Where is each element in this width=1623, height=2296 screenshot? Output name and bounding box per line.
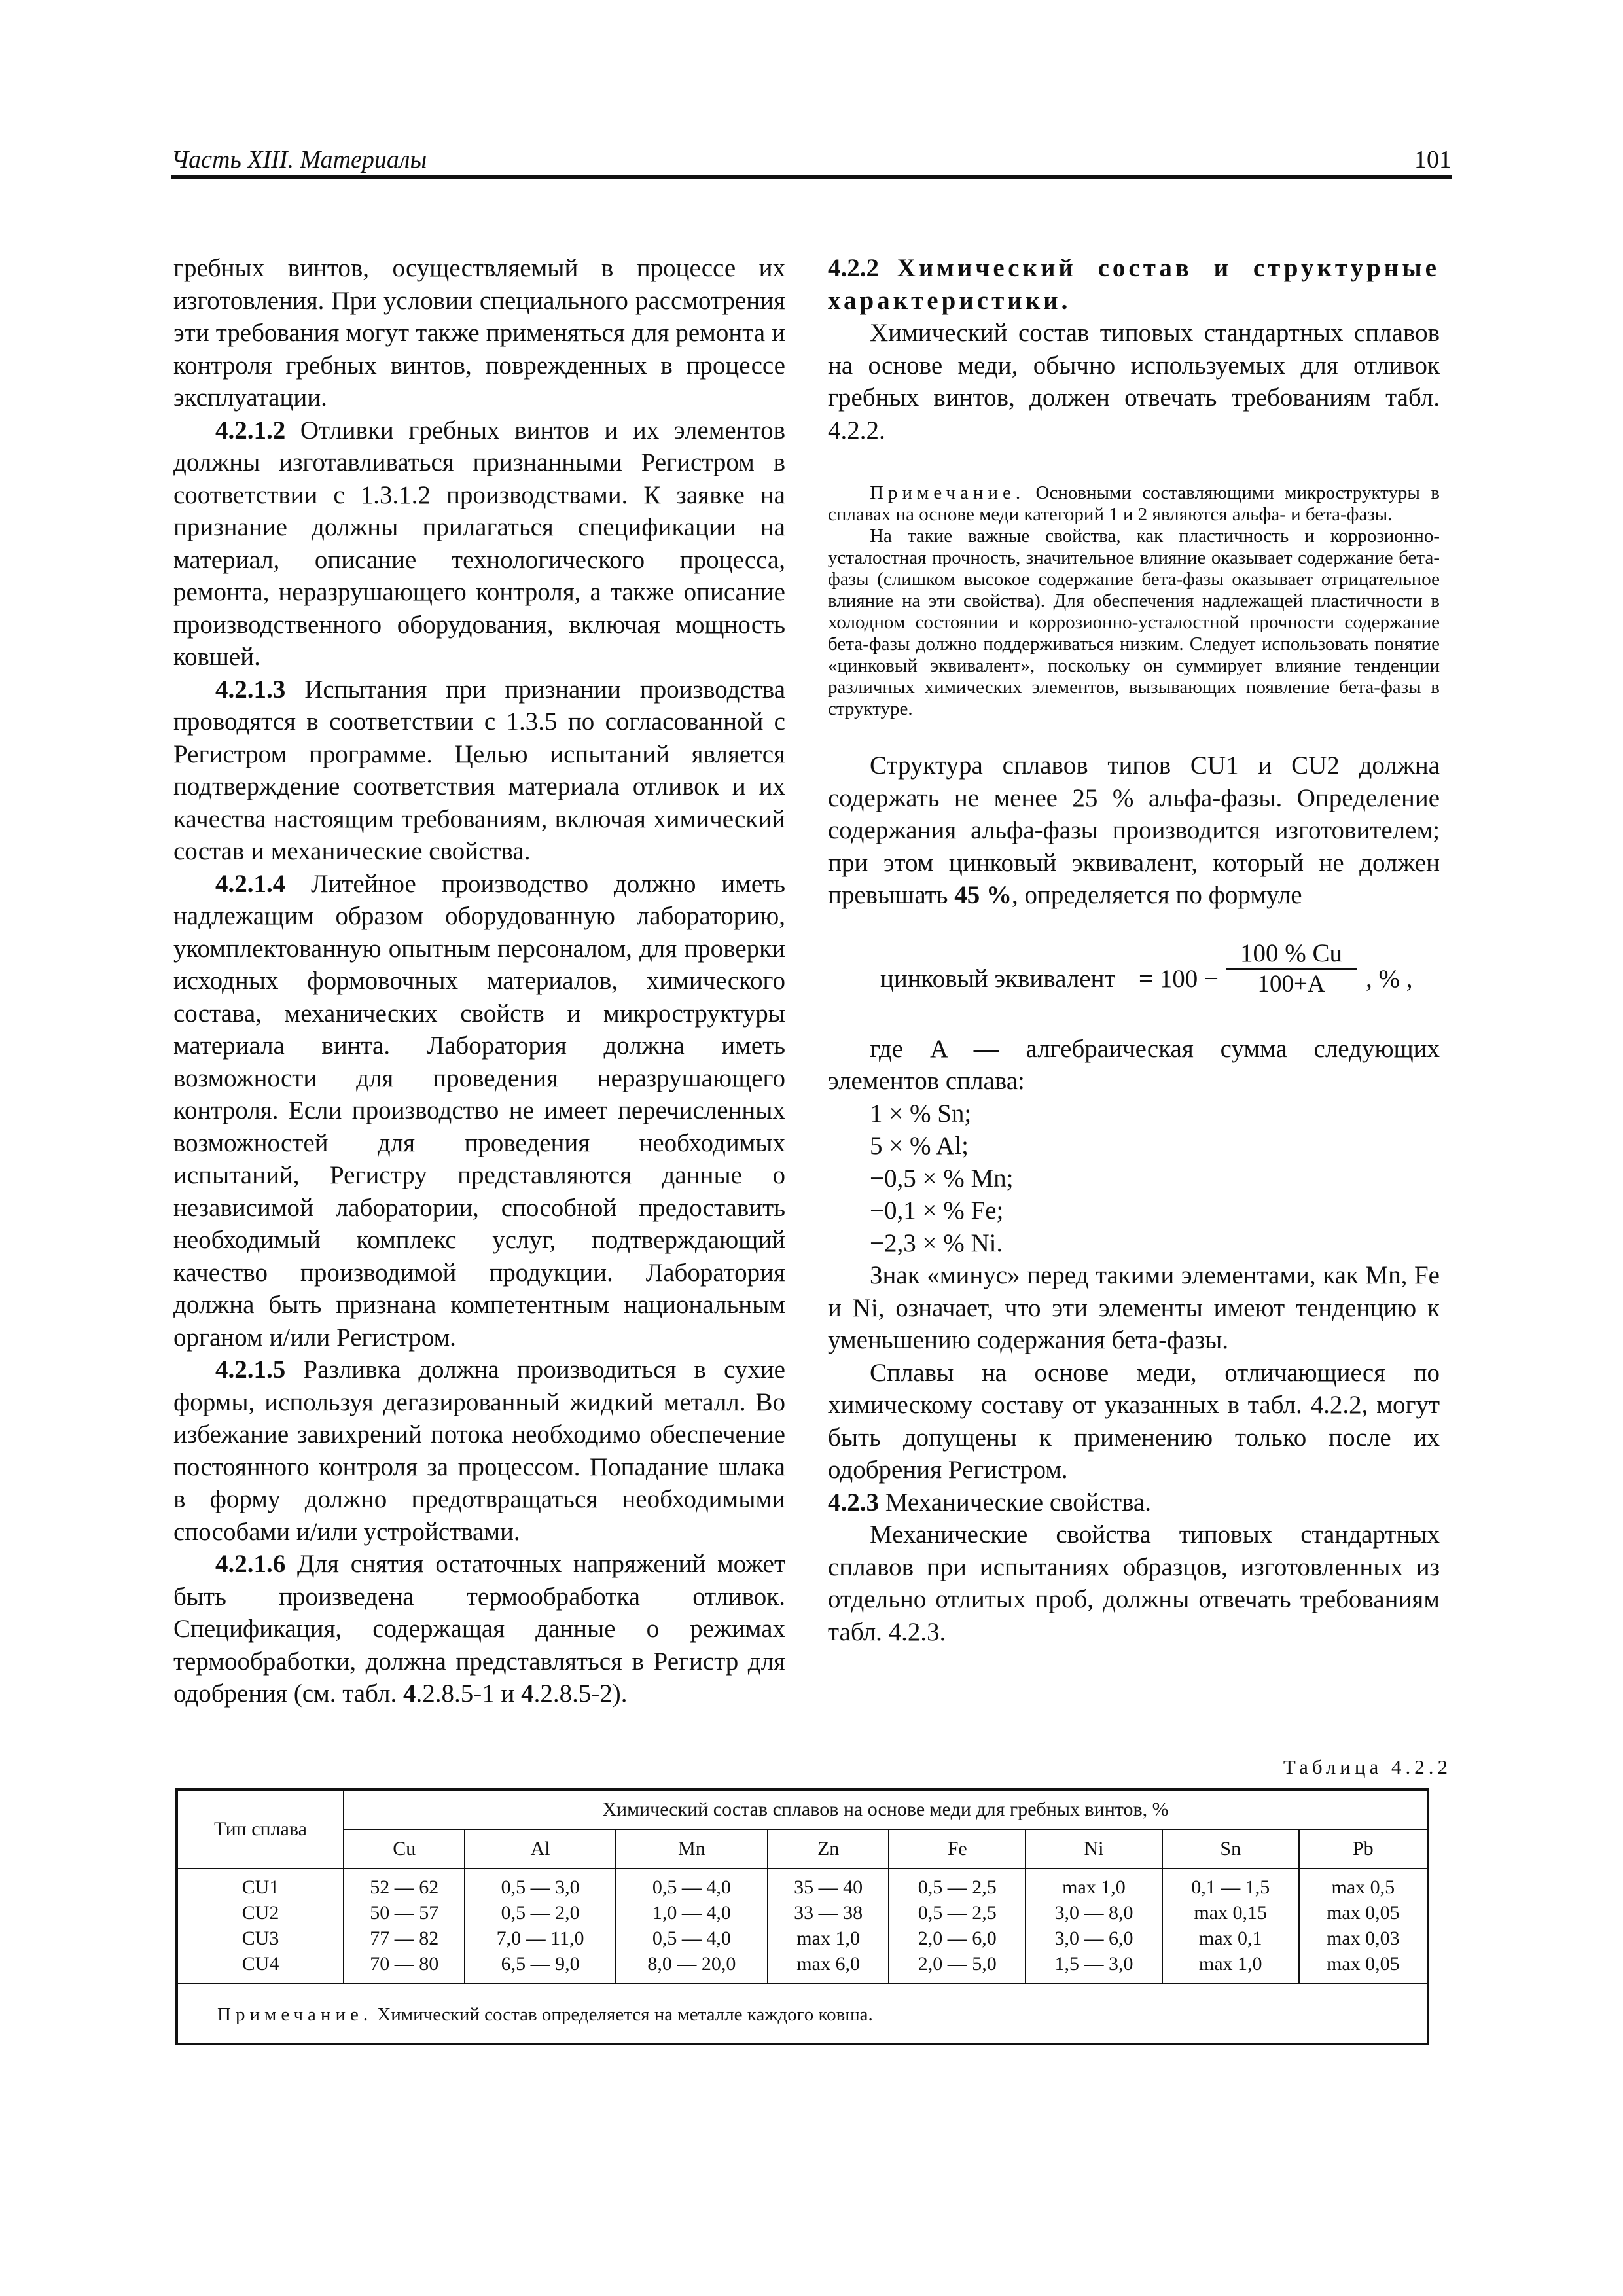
section-number: 4.2.3 — [828, 1488, 879, 1516]
table-cell: 7,0 — 11,0 — [496, 1928, 584, 1949]
table-note-text: Химический состав определяется на металле каждого ковша. — [377, 2004, 873, 2025]
alloy-name: CU2 — [241, 1902, 279, 1924]
paragraph-where-a: где A — алгебраическая сумма следующих элементов сплава: — [828, 1034, 1440, 1095]
formula-numerator: 100 % Cu — [1226, 939, 1357, 970]
formula-label: цинковый эквивалент — [880, 964, 1116, 993]
table-cell: max 0,5 — [1331, 1876, 1395, 1898]
fe-values-cell — [889, 1869, 1026, 1984]
col-header-element: Pb — [1299, 1829, 1428, 1869]
table-cell: max 1,0 — [1198, 1953, 1262, 1975]
paragraph-alpha-phase — [828, 749, 1440, 912]
section-number: 4.2.2 — [828, 254, 879, 282]
paragraph-mechanical: Механические свойства типовых стандартных сплавов при испытаниях образцов, изготовленных из отдельно отлитых проб, должны отвечать требованиям табл. 4.2.3. — [828, 1520, 1440, 1646]
section-heading-4-2-2 — [828, 252, 1440, 317]
term-sn: 1 × % Sn; — [870, 1099, 972, 1128]
al-values-cell — [465, 1869, 615, 1984]
table-note-row — [177, 1984, 1428, 2044]
paragraph-continued: гребных винтов, осуществляемый в процессе их изготовления. При условии специального рассмотрения эти требования могут также применяться для ремонта и контроля гребных винтов, поврежденных в процессе эксплуатации. — [173, 254, 785, 412]
clause-number: 4.2.1.3 — [215, 675, 286, 704]
alloy-name: CU4 — [241, 1953, 279, 1975]
header-rule — [171, 175, 1452, 179]
table-cell: 0,5 — 4,0 — [652, 1928, 731, 1949]
term-ni: −2,3 × % Ni. — [870, 1229, 1003, 1257]
paragraph-4-2-1-6 — [173, 1548, 785, 1710]
paragraph-chem-composition: Химический состав типовых стандартных сплавов на основе меди, обычно используемых для отливок гребных винтов, должен отвечать требованиям табл. 4.2.2. — [828, 319, 1440, 444]
alloy-name: CU1 — [241, 1876, 279, 1898]
right-column — [828, 252, 1440, 1648]
alloy-names-cell — [177, 1869, 344, 1984]
term-al: 5 × % Al; — [870, 1132, 969, 1160]
section-title: Химический состав и структурные характеристики. — [828, 254, 1440, 315]
alloy-name: CU3 — [241, 1928, 279, 1949]
formula-fraction — [1226, 939, 1357, 999]
table-note — [177, 1984, 1428, 2044]
table-cell: 35 — 40 — [794, 1876, 863, 1898]
mn-values-cell — [616, 1869, 768, 1984]
table-cell: 50 — 57 — [370, 1902, 439, 1924]
term-mn: −0,5 × % Mn; — [870, 1164, 1014, 1193]
alloy-composition-table — [175, 1788, 1429, 2045]
table-cell: max 0,05 — [1326, 1902, 1400, 1924]
table-cell: max 0,15 — [1194, 1902, 1268, 1924]
col-header-group: Химический состав сплавов на основе меди для гребных винтов, % — [344, 1789, 1428, 1829]
paragraph-text: Разливка должна производиться в сухие формы, используя дегазированный жидкий металл. Во избежание завихрений потока необходимо обеспечение постоянного контроля за процессом. Попадание шлака в форму должно предотвращаться необходимыми способами и/или устройствами. — [173, 1355, 785, 1546]
clause-number: 4.2.1.5 — [215, 1355, 286, 1384]
table-cell: 6,5 — 9,0 — [501, 1953, 580, 1975]
table-cell: 70 — 80 — [370, 1953, 439, 1975]
paragraph-text: Литейное производство должно иметь надлежащим образом оборудованную лабораторию, укомплектованную опытным персоналом, для проверки исходных формовочных материалов, химического состава, механических свойств и микроструктуры материала винта. Лаборатория должна иметь возможности для проведения неразрушающего контроля. Если производство не имеет перечисленных возможностей для проведения необходимых испытаний, Регистру представляются данные о независимой лаборатории, способной предоставить необходимый комплекс услуг, подтверждающий качество производимой продукции. Лаборатория должна быть признана компетентным национальным органом и/или Регистром. — [173, 869, 785, 1352]
note-label: Примечание. — [870, 482, 1026, 503]
note-paragraph: На такие важные свойства, как пластичность и коррозионно-усталостная прочность, значительное влияние оказывает содержание бета-фазы (слишком высокое содержание бета-фазы оказывает отрицательное влияние на эти свойства). Для обеспечения надлежащей пластичности в холодном состоянии и коррозионно-усталостной прочности содержание бета-фазы должно поддерживаться низким. Следует использовать понятие «цинковый эквивалент», поскольку он суммирует влияние тенденции различных химических элементов, вызывающих появление бета-фазы в структуре. — [828, 526, 1440, 719]
table-cell: 2,0 — 5,0 — [918, 1953, 997, 1975]
paragraph-text: Для снятия остаточных напряжений может быть произведена термообработка отливок. Спецификация, содержащая данные о режимах термообработки, должна представляться в Регистр для одобрения (см. табл. — [173, 1550, 785, 1708]
table-cell: 2,0 — 6,0 — [918, 1928, 997, 1949]
page-number: 101 — [1414, 146, 1452, 173]
table-cell: 77 — 82 — [370, 1928, 439, 1949]
term-fe: −0,1 × % Fe; — [870, 1196, 1004, 1225]
clause-number: 4.2.1.6 — [215, 1550, 286, 1578]
table-cell: max 0,03 — [1326, 1928, 1400, 1949]
ni-values-cell — [1026, 1869, 1162, 1984]
table-cell: max 6,0 — [796, 1953, 860, 1975]
table-cell: 33 — 38 — [794, 1902, 863, 1924]
table-cell: 3,0 — 6,0 — [1054, 1928, 1133, 1949]
col-header-element: Cu — [344, 1829, 465, 1869]
table-cell: max 1,0 — [1062, 1876, 1126, 1898]
limit-value: 45 % — [954, 881, 1012, 909]
element-terms-list — [828, 1098, 1440, 1260]
left-column — [173, 252, 785, 1710]
table-cell: 1,5 — 3,0 — [1054, 1953, 1133, 1975]
table-cell: 3,0 — 8,0 — [1054, 1902, 1133, 1924]
table-cell: 0,5 — 4,0 — [652, 1876, 731, 1898]
paragraph-4-2-1-5 — [173, 1354, 785, 1548]
cu-values-cell — [344, 1869, 465, 1984]
col-header-element: Sn — [1162, 1829, 1299, 1869]
table-ref: 4 — [402, 1679, 416, 1708]
table-cell: 52 — 62 — [370, 1876, 439, 1898]
paragraph-text: Структура сплавов типов CU1 и CU2 должна содержать не менее 25 % альфа-фазы. Определение содержания альфа-фазы производится изготовителем; при этом цинковый эквивалент, который не должен превышать — [828, 751, 1440, 909]
clause-number: 4.2.1.4 — [215, 869, 286, 898]
zinc-equivalent-formula — [828, 912, 1440, 1033]
section-title: Механические свойства. — [885, 1488, 1151, 1516]
table-cell: max 0,1 — [1198, 1928, 1262, 1949]
col-header-element: Mn — [616, 1829, 768, 1869]
table-caption: Таблица 4.2.2 — [1283, 1755, 1452, 1778]
table-cell: 0,5 — 3,0 — [501, 1876, 580, 1898]
table-cell: 0,5 — 2,0 — [501, 1902, 580, 1924]
table-cell: 0,5 — 2,5 — [918, 1876, 997, 1898]
table-cell: 0,1 — 1,5 — [1191, 1876, 1270, 1898]
paragraph-4-2-1-3 — [173, 673, 785, 868]
paragraph-text: , определяется по формуле — [1011, 881, 1302, 909]
pb-values-cell — [1299, 1869, 1428, 1984]
paragraph-text: .2.8.5-2). — [533, 1679, 628, 1708]
col-header-element: Ni — [1026, 1829, 1162, 1869]
note-block — [828, 482, 1440, 720]
table-cell: max 0,05 — [1326, 1953, 1400, 1975]
col-header-element: Fe — [889, 1829, 1026, 1869]
formula-equals: = 100 − — [1139, 964, 1219, 993]
table-ref: 4 — [521, 1679, 534, 1708]
table-note-label: Примечание. — [217, 2004, 373, 2025]
formula-denominator: 100+A — [1257, 970, 1325, 997]
note-paragraph — [828, 482, 1440, 526]
col-header-element: Zn — [768, 1829, 889, 1869]
paragraph-text: .2.8.5-1 и — [416, 1679, 522, 1708]
col-header-alloy-type: Тип сплава — [177, 1789, 344, 1869]
page-header-title: Часть XIII. Материалы — [171, 146, 427, 173]
table-cell: 0,5 — 2,5 — [918, 1902, 997, 1924]
note-text: Основными составляющими микроструктуры в сплавах на основе меди категорий 1 и 2 являются альфа- и бета-фазы. — [828, 482, 1440, 525]
formula-unit: , % , — [1366, 964, 1413, 993]
sn-values-cell — [1162, 1869, 1299, 1984]
paragraph-4-2-1-2 — [173, 414, 785, 673]
paragraph-text: Испытания при признании производства проводятся в соответствии с 1.3.5 по согласованной с Регистром программе. Целью испытаний является подтверждение соответствия материала отливок и их качества настоящим требованиям, включая химический состав и механические свойства. — [173, 675, 785, 865]
paragraph-text: Отливки гребных винтов и их элементов должны изготавливаться признанными Регистром в соответствии с 1.3.1.2 производствами. К заявке на признание должны прилагаться спецификации на материал, описание технологического процесса, ремонта, неразрушающего контроля, а также описание производственного оборудования, включая мощность ковшей. — [173, 416, 786, 671]
zn-values-cell — [768, 1869, 889, 1984]
table-cell: 1,0 — 4,0 — [652, 1902, 731, 1924]
col-header-element: Al — [465, 1829, 615, 1869]
table-cell: 8,0 — 20,0 — [647, 1953, 736, 1975]
clause-number: 4.2.1.2 — [215, 416, 286, 444]
paragraph-4-2-1-4 — [173, 868, 785, 1354]
paragraph-minus-sign: Знак «минус» перед такими элементами, как Mn, Fe и Ni, означает, что эти элементы имеют тенденцию к уменьшению содержания бета-фазы. — [828, 1261, 1440, 1354]
section-heading-4-2-3 — [828, 1486, 1440, 1519]
paragraph-other-alloys: Сплавы на основе меди, отличающиеся по химическому составу от указанных в табл. 4.2.2, могут быть допущены к применению только после их одобрения Регистром. — [828, 1358, 1440, 1484]
table-values-row — [177, 1869, 1428, 1984]
table-cell: max 1,0 — [796, 1928, 860, 1949]
